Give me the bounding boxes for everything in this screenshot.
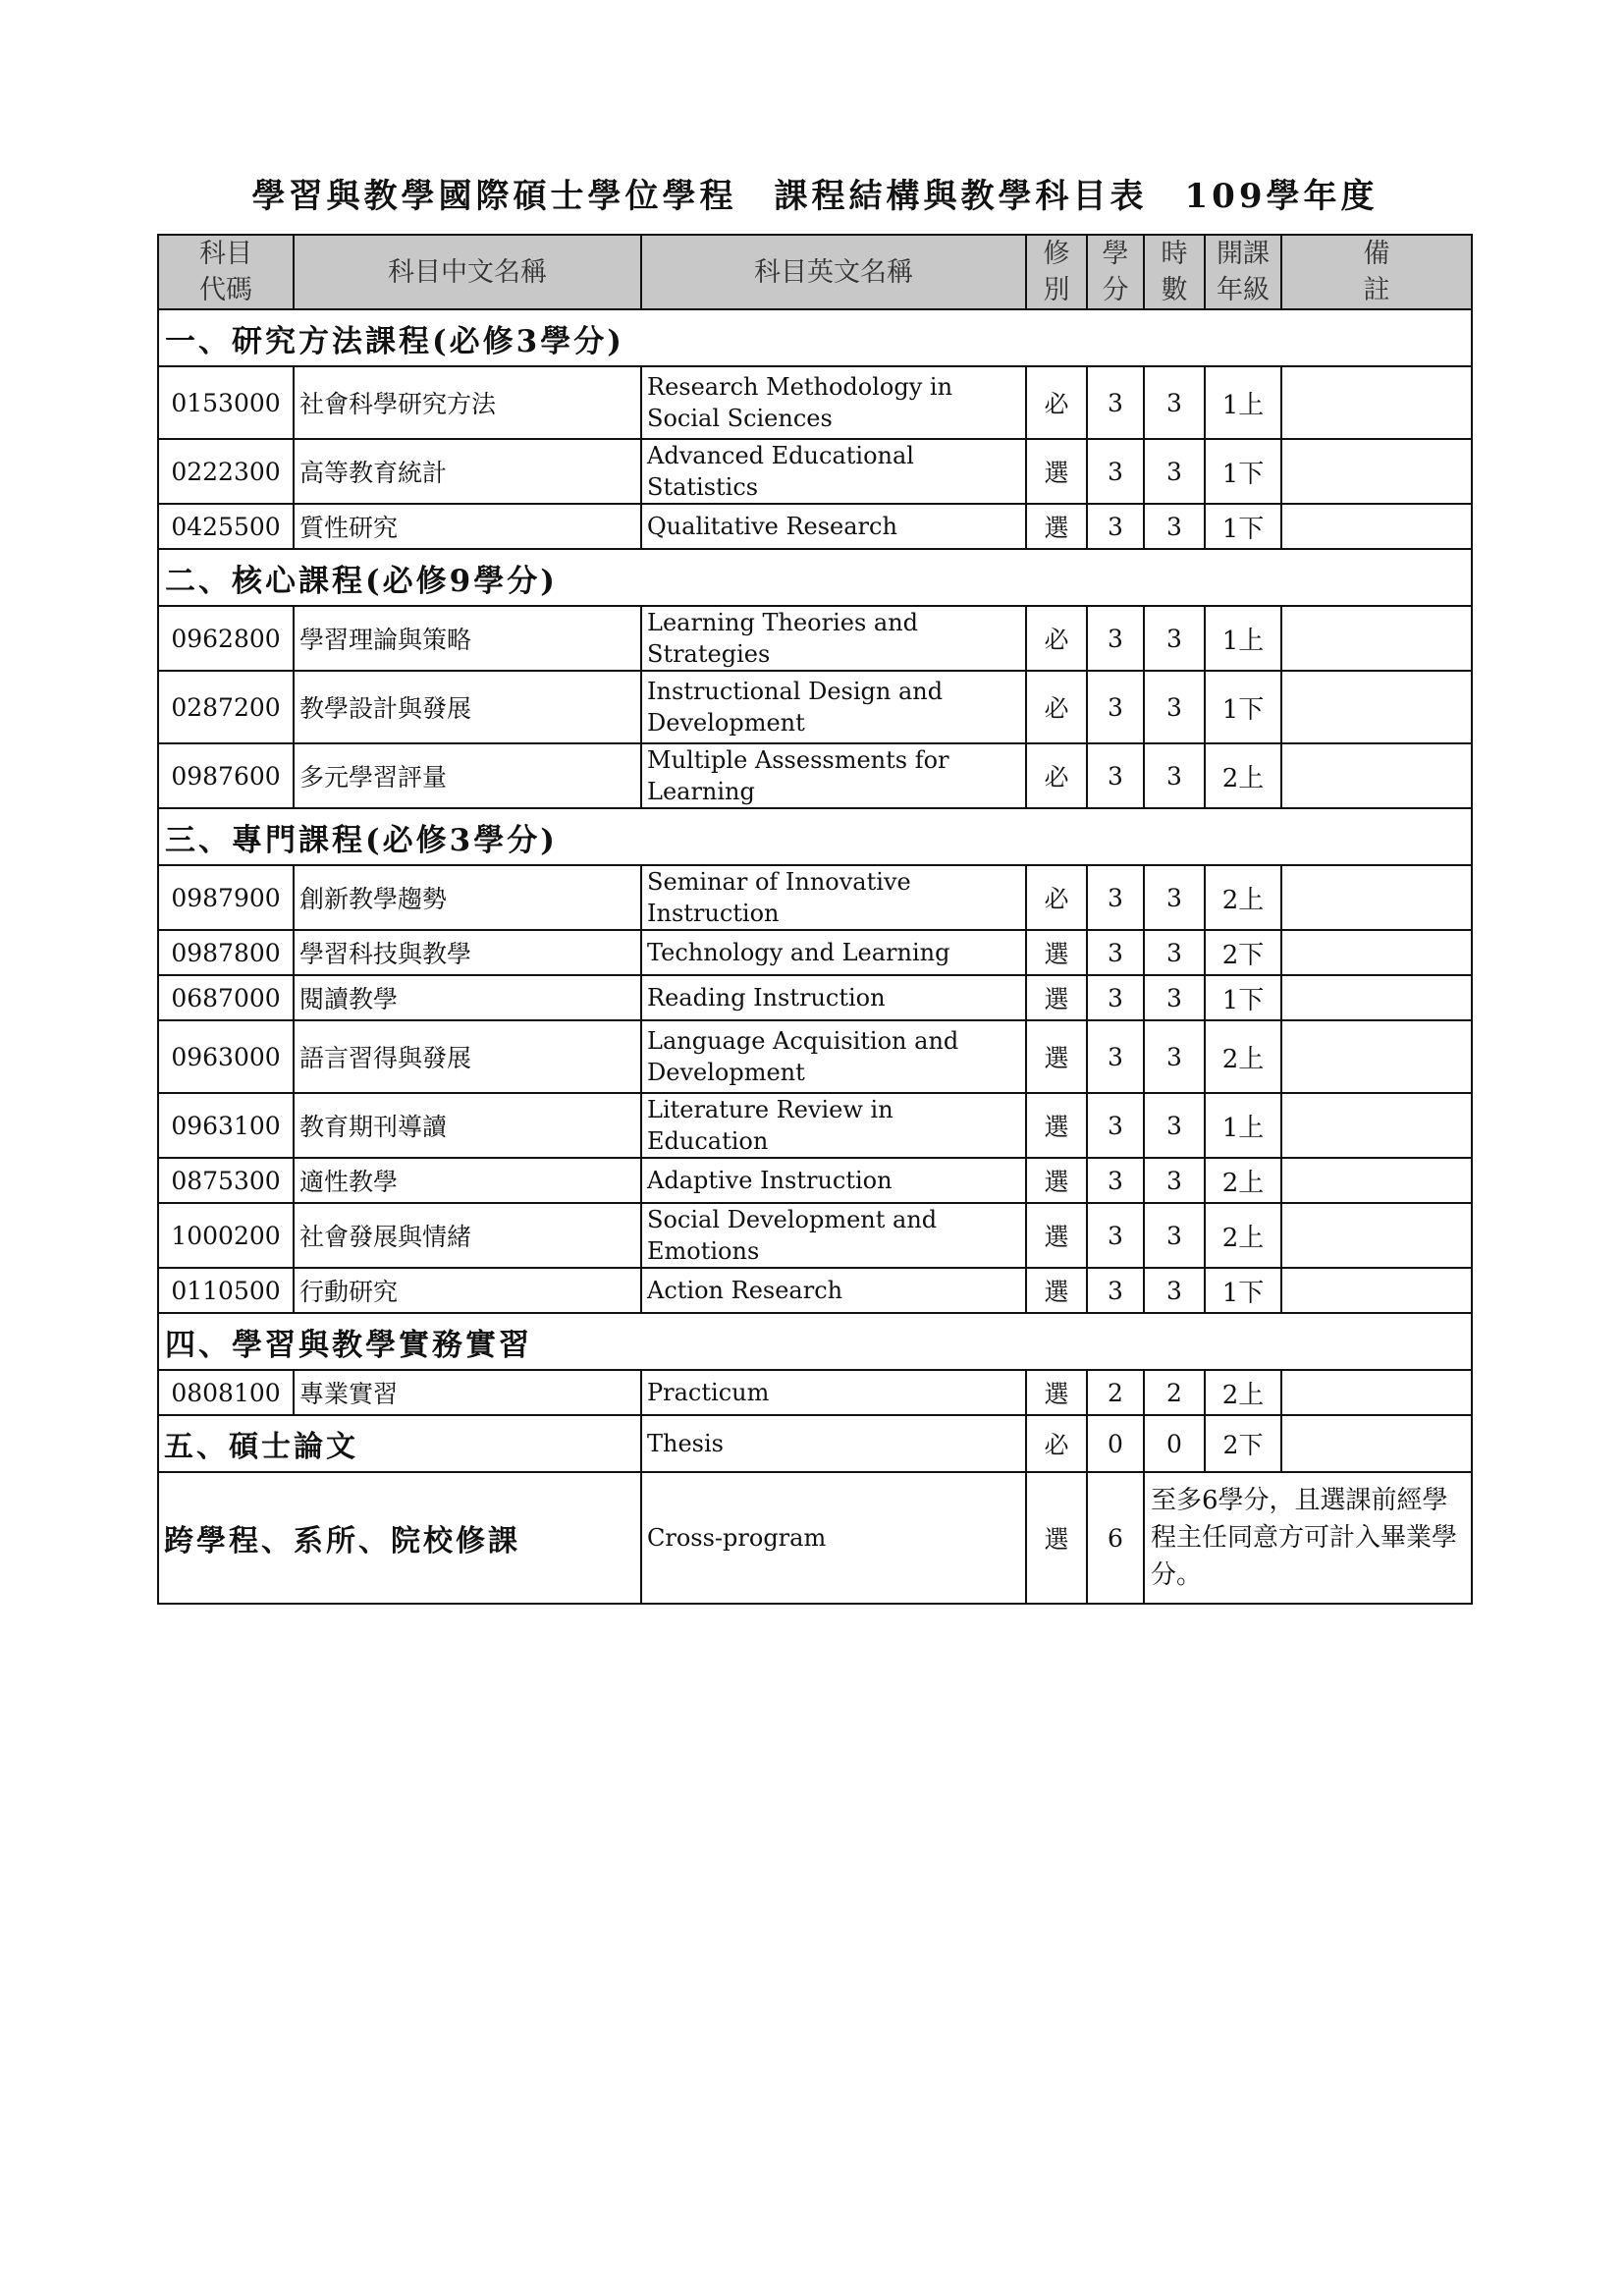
- course-credit: 3: [1087, 439, 1144, 504]
- course-year: 2上: [1205, 1020, 1281, 1093]
- course-type: 選: [1026, 930, 1087, 975]
- course-en-name: Cross-program: [641, 1472, 1026, 1604]
- table-row-cross: [158, 1472, 1472, 1604]
- course-en-name: Learning Theories and Strategies: [641, 606, 1026, 671]
- course-en-name: Practicum: [641, 1370, 1026, 1415]
- thesis-title: 五、碩士論文: [158, 1415, 641, 1472]
- header-zh-name: 科目中文名稱: [294, 235, 641, 309]
- course-en-name: Research Methodology in Social Sciences: [641, 366, 1026, 439]
- course-year: 2上: [1205, 865, 1281, 930]
- course-note: [1281, 606, 1472, 671]
- course-en-name: Technology and Learning: [641, 930, 1026, 975]
- course-credit: 3: [1087, 1158, 1144, 1203]
- course-type: 選: [1026, 1203, 1087, 1268]
- cross-program-note: 至多6學分，且選課前經學程主任同意方可計入畢業學分。: [1144, 1472, 1472, 1604]
- course-code: 0962800: [158, 606, 294, 671]
- course-code: 0963000: [158, 1020, 294, 1093]
- course-code: 0687000: [158, 975, 294, 1020]
- course-en-name: Reading Instruction: [641, 975, 1026, 1020]
- course-credit: 3: [1087, 930, 1144, 975]
- course-year: 1下: [1205, 439, 1281, 504]
- table-row: [158, 366, 1472, 439]
- course-code: 0222300: [158, 439, 294, 504]
- header-hours: 時 數: [1144, 235, 1205, 309]
- course-credit: 3: [1087, 1020, 1144, 1093]
- course-en-name: Instructional Design and Development: [641, 671, 1026, 743]
- course-hours: 3: [1144, 606, 1205, 671]
- table-row-thesis: [158, 1415, 1472, 1472]
- course-zh-name: 創新教學趨勢: [294, 865, 641, 930]
- course-code: 0425500: [158, 504, 294, 549]
- course-note: [1281, 504, 1472, 549]
- course-en-name: Multiple Assessments for Learning: [641, 743, 1026, 808]
- course-hours: 3: [1144, 1203, 1205, 1268]
- course-note: [1281, 1415, 1472, 1472]
- course-zh-name: 教學設計與發展: [294, 671, 641, 743]
- course-hours: 3: [1144, 504, 1205, 549]
- course-en-name: Language Acquisition and Development: [641, 1020, 1026, 1093]
- course-note: [1281, 975, 1472, 1020]
- course-hours: 3: [1144, 1020, 1205, 1093]
- course-code: 1000200: [158, 1203, 294, 1268]
- course-zh-name: 學習科技與教學: [294, 930, 641, 975]
- table-row: [158, 1020, 1472, 1093]
- course-credit: 3: [1087, 743, 1144, 808]
- course-year: 1上: [1205, 606, 1281, 671]
- course-note: [1281, 439, 1472, 504]
- course-year: 1下: [1205, 504, 1281, 549]
- course-year: 1下: [1205, 975, 1281, 1020]
- course-en-name: Literature Review in Education: [641, 1093, 1026, 1158]
- course-type: 選: [1026, 1158, 1087, 1203]
- course-code: 0110500: [158, 1268, 294, 1313]
- header-en-name: 科目英文名稱: [641, 235, 1026, 309]
- cross-program-title: 跨學程、系所、院校修課: [158, 1472, 641, 1604]
- course-note: [1281, 1370, 1472, 1415]
- section-title: 三、專門課程(必修3學分): [158, 808, 1472, 865]
- course-type: 選: [1026, 975, 1087, 1020]
- course-type: 選: [1026, 504, 1087, 549]
- course-en-name: Thesis: [641, 1415, 1026, 1472]
- course-note: [1281, 930, 1472, 975]
- section-title: 二、核心課程(必修9學分): [158, 549, 1472, 606]
- course-credit: 6: [1087, 1472, 1144, 1604]
- course-zh-name: 教育期刊導讀: [294, 1093, 641, 1158]
- course-code: 0987600: [158, 743, 294, 808]
- course-en-name: Advanced Educational Statistics: [641, 439, 1026, 504]
- course-hours: 0: [1144, 1415, 1205, 1472]
- table-row: [158, 671, 1472, 743]
- course-year: 2上: [1205, 1370, 1281, 1415]
- course-hours: 3: [1144, 366, 1205, 439]
- course-credit: 2: [1087, 1370, 1144, 1415]
- course-code: 0153000: [158, 366, 294, 439]
- course-zh-name: 語言習得與發展: [294, 1020, 641, 1093]
- course-credit: 3: [1087, 1203, 1144, 1268]
- course-type: 必: [1026, 865, 1087, 930]
- course-hours: 3: [1144, 975, 1205, 1020]
- header-note: 備 註: [1281, 235, 1472, 309]
- course-note: [1281, 1203, 1472, 1268]
- table-row: [158, 504, 1472, 549]
- course-credit: 3: [1087, 366, 1144, 439]
- table-row: [158, 743, 1472, 808]
- course-type: 必: [1026, 743, 1087, 808]
- table-row: [158, 1093, 1472, 1158]
- table-row: [158, 439, 1472, 504]
- course-year: 2上: [1205, 743, 1281, 808]
- course-note: [1281, 743, 1472, 808]
- course-zh-name: 閱讀教學: [294, 975, 641, 1020]
- course-hours: 3: [1144, 1093, 1205, 1158]
- course-note: [1281, 366, 1472, 439]
- course-type: 選: [1026, 439, 1087, 504]
- course-hours: 3: [1144, 1268, 1205, 1313]
- course-year: 1下: [1205, 671, 1281, 743]
- course-credit: 3: [1087, 975, 1144, 1020]
- header-year: 開課 年級: [1205, 235, 1281, 309]
- course-hours: 2: [1144, 1370, 1205, 1415]
- course-type: 必: [1026, 366, 1087, 439]
- course-zh-name: 社會科學研究方法: [294, 366, 641, 439]
- course-credit: 3: [1087, 671, 1144, 743]
- course-type: 選: [1026, 1020, 1087, 1093]
- table-header: [158, 235, 1472, 309]
- course-code: 0287200: [158, 671, 294, 743]
- course-type: 選: [1026, 1370, 1087, 1415]
- course-type: 必: [1026, 1415, 1087, 1472]
- header-credit: 學 分: [1087, 235, 1144, 309]
- course-year: 1上: [1205, 366, 1281, 439]
- course-en-name: Qualitative Research: [641, 504, 1026, 549]
- course-type: 選: [1026, 1472, 1087, 1604]
- course-en-name: Action Research: [641, 1268, 1026, 1313]
- course-zh-name: 行動研究: [294, 1268, 641, 1313]
- course-code: 0808100: [158, 1370, 294, 1415]
- course-hours: 3: [1144, 1158, 1205, 1203]
- course-credit: 0: [1087, 1415, 1144, 1472]
- course-year: 2上: [1205, 1158, 1281, 1203]
- course-year: 2下: [1205, 1415, 1281, 1472]
- table-row: [158, 1268, 1472, 1313]
- course-year: 1上: [1205, 1093, 1281, 1158]
- table-row: [158, 1158, 1472, 1203]
- table-row: [158, 606, 1472, 671]
- course-type: 選: [1026, 1268, 1087, 1313]
- table-row: [158, 1203, 1472, 1268]
- course-hours: 3: [1144, 865, 1205, 930]
- course-note: [1281, 1268, 1472, 1313]
- course-credit: 3: [1087, 1268, 1144, 1313]
- header-type: 修 別: [1026, 235, 1087, 309]
- course-zh-name: 學習理論與策略: [294, 606, 641, 671]
- course-en-name: Adaptive Instruction: [641, 1158, 1026, 1203]
- course-table: [157, 234, 1473, 1605]
- course-type: 選: [1026, 1093, 1087, 1158]
- course-note: [1281, 1093, 1472, 1158]
- course-year: 2下: [1205, 930, 1281, 975]
- page-title: 學習與教學國際碩士學位學程 課程結構與教學科目表 109學年度: [251, 177, 1379, 216]
- course-credit: 3: [1087, 865, 1144, 930]
- course-hours: 3: [1144, 671, 1205, 743]
- course-note: [1281, 865, 1472, 930]
- course-note: [1281, 1158, 1472, 1203]
- course-credit: 3: [1087, 1093, 1144, 1158]
- course-code: 0987900: [158, 865, 294, 930]
- course-code: 0987800: [158, 930, 294, 975]
- course-zh-name: 社會發展與情緒: [294, 1203, 641, 1268]
- header-code: 科目 代碼: [158, 235, 294, 309]
- course-type: 必: [1026, 606, 1087, 671]
- section-title: 四、學習與教學實務實習: [158, 1313, 1472, 1370]
- course-code: 0963100: [158, 1093, 294, 1158]
- course-year: 2上: [1205, 1203, 1281, 1268]
- table-row: [158, 930, 1472, 975]
- course-credit: 3: [1087, 606, 1144, 671]
- table-row: [158, 975, 1472, 1020]
- course-type: 必: [1026, 671, 1087, 743]
- table-row: [158, 1370, 1472, 1415]
- course-en-name: Social Development and Emotions: [641, 1203, 1026, 1268]
- section-title: 一、研究方法課程(必修3學分): [158, 309, 1472, 366]
- course-hours: 3: [1144, 930, 1205, 975]
- course-zh-name: 多元學習評量: [294, 743, 641, 808]
- course-code: 0875300: [158, 1158, 294, 1203]
- course-note: [1281, 671, 1472, 743]
- course-zh-name: 專業實習: [294, 1370, 641, 1415]
- course-year: 1下: [1205, 1268, 1281, 1313]
- table-row: [158, 865, 1472, 930]
- course-zh-name: 高等教育統計: [294, 439, 641, 504]
- course-note: [1281, 1020, 1472, 1093]
- course-zh-name: 質性研究: [294, 504, 641, 549]
- course-en-name: Seminar of Innovative Instruction: [641, 865, 1026, 930]
- course-hours: 3: [1144, 743, 1205, 808]
- course-zh-name: 適性教學: [294, 1158, 641, 1203]
- course-credit: 3: [1087, 504, 1144, 549]
- course-hours: 3: [1144, 439, 1205, 504]
